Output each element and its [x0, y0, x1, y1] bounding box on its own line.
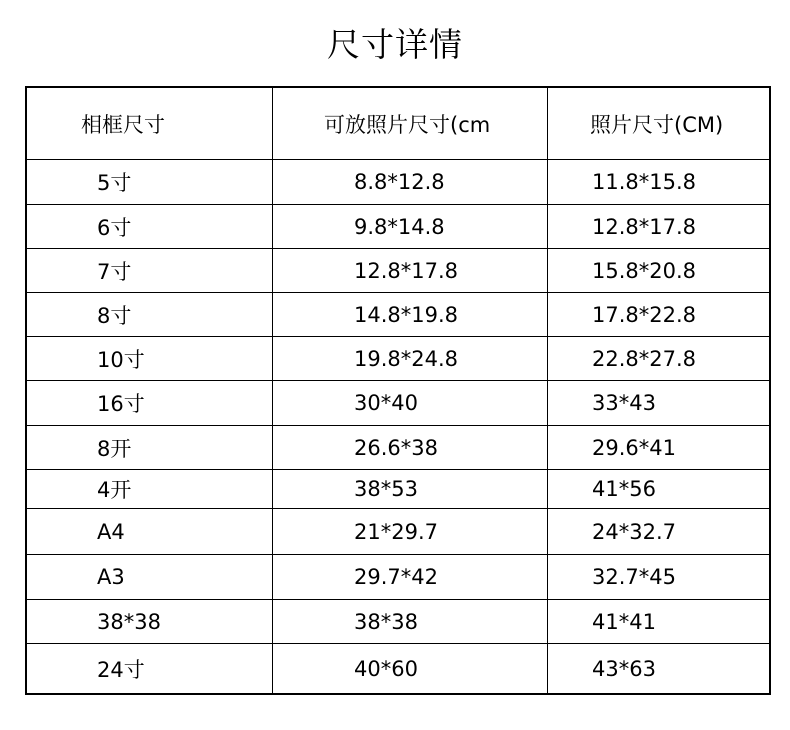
photo-size-cell: 43*63	[592, 656, 656, 681]
frame-size-cell: 5寸	[97, 171, 132, 195]
photo-fit-size-cell: 38*53	[354, 477, 418, 501]
frame-size-cell: 16寸	[97, 392, 145, 416]
photo-fit-size-cell: 29.7*42	[354, 565, 438, 589]
photo-fit-size-cell: 30*40	[354, 391, 418, 415]
table-row	[27, 205, 769, 249]
photo-fit-size-cell: 14.8*19.8	[354, 302, 459, 327]
size-table	[25, 86, 771, 695]
frame-size-cell: 10寸	[97, 347, 145, 372]
photo-size-cell: 11.8*15.8	[592, 170, 697, 194]
frame-size-cell: 38*38	[97, 609, 161, 634]
page-title: 尺寸详情	[327, 25, 463, 64]
table-row	[27, 337, 769, 381]
table-row	[27, 555, 769, 600]
photo-size-cell: 41*56	[592, 477, 656, 501]
table-row	[27, 470, 769, 509]
table-row	[27, 293, 769, 337]
table-row	[27, 600, 769, 644]
photo-size-cell: 22.8*27.8	[592, 346, 697, 371]
frame-size-cell: 24寸	[97, 657, 145, 682]
frame-size-cell: 6寸	[97, 215, 132, 240]
photo-fit-size-cell: 9.8*14.8	[354, 214, 445, 239]
photo-fit-size-cell: 19.8*24.8	[354, 346, 459, 371]
table-row	[27, 426, 769, 470]
photo-fit-size-cell: 38*38	[354, 609, 418, 634]
frame-size-cell: A3	[97, 565, 125, 589]
table-header-row	[27, 88, 769, 160]
header-frame-size: 相框尺寸	[81, 112, 165, 137]
photo-size-cell: 15.8*20.8	[592, 258, 697, 283]
photo-size-cell: 12.8*17.8	[592, 214, 697, 239]
frame-size-cell: 7寸	[97, 259, 132, 284]
photo-size-cell: 24*32.7	[592, 519, 676, 544]
column-divider	[272, 88, 273, 693]
photo-fit-size-cell: 26.6*38	[354, 435, 438, 460]
photo-size-cell: 32.7*45	[592, 565, 676, 589]
frame-size-cell: A4	[97, 519, 125, 544]
photo-fit-size-cell: 21*29.7	[354, 519, 438, 544]
table-row	[27, 644, 769, 693]
header-photo-fit-size: 可放照片尺寸(cm	[324, 112, 491, 137]
frame-size-cell: 4开	[97, 478, 132, 502]
table-row	[27, 160, 769, 205]
table-row	[27, 509, 769, 555]
frame-size-cell: 8寸	[97, 303, 132, 328]
frame-size-cell: 8开	[97, 436, 132, 461]
table-row	[27, 381, 769, 426]
photo-size-cell: 17.8*22.8	[592, 302, 697, 327]
photo-size-cell: 33*43	[592, 391, 656, 415]
table-row	[27, 249, 769, 293]
photo-fit-size-cell: 8.8*12.8	[354, 170, 445, 194]
photo-size-cell: 41*41	[592, 609, 656, 634]
photo-fit-size-cell: 40*60	[354, 656, 418, 681]
photo-fit-size-cell: 12.8*17.8	[354, 258, 459, 283]
header-photo-size: 照片尺寸(CM)	[590, 112, 724, 137]
column-divider	[547, 88, 548, 693]
photo-size-cell: 29.6*41	[592, 435, 676, 460]
